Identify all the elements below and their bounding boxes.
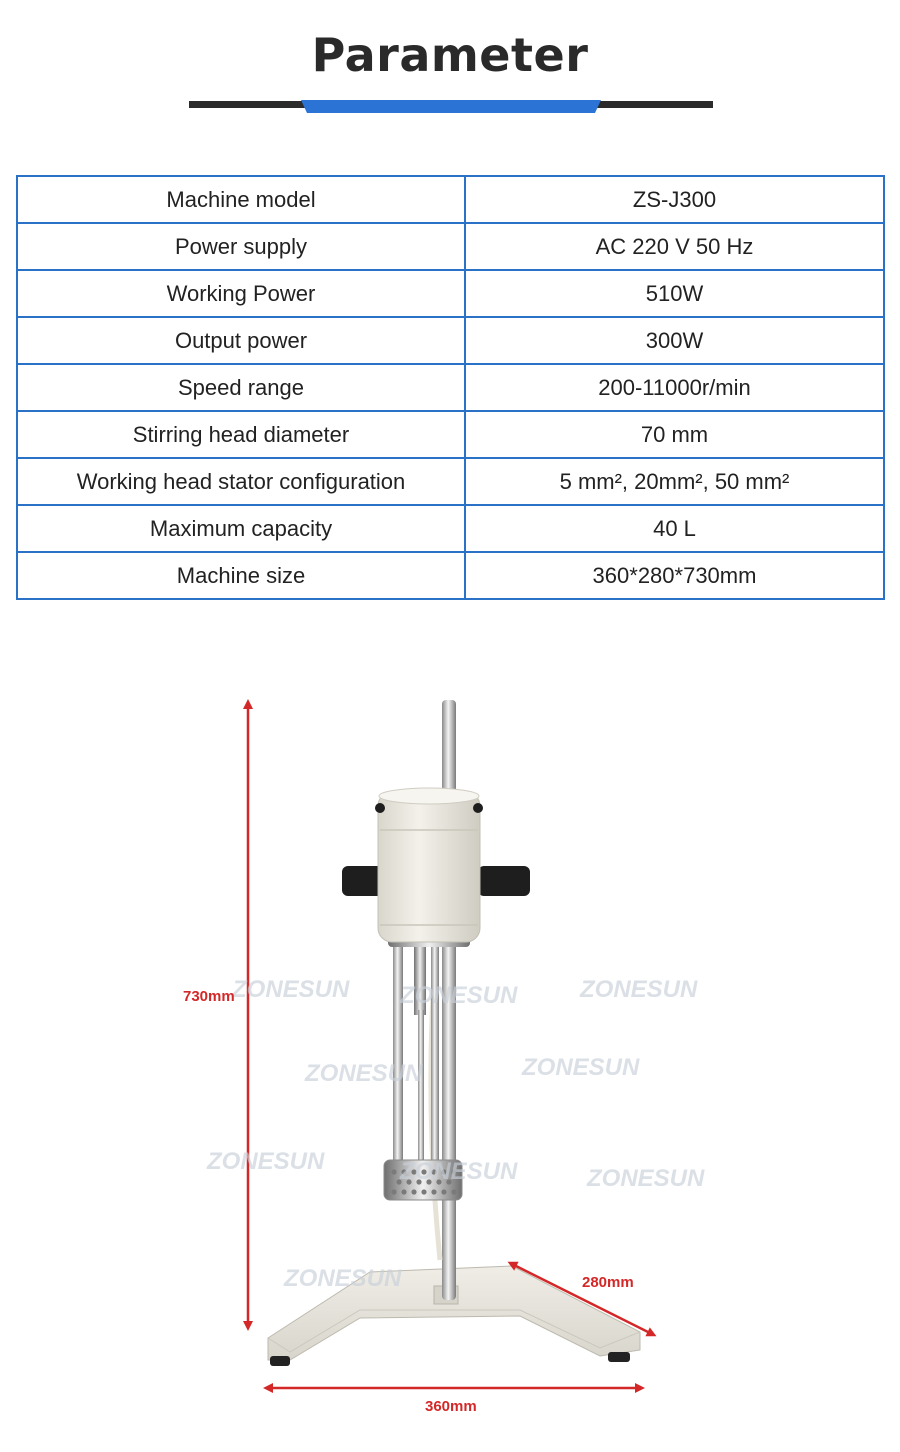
- right-handle: [478, 866, 530, 896]
- title-underline: [189, 100, 713, 114]
- watermark-text: ZONESUN: [284, 1265, 402, 1292]
- spec-label: Speed range: [17, 364, 465, 411]
- spec-label: Maximum capacity: [17, 505, 465, 552]
- table-row: [17, 364, 884, 411]
- motor-body: [375, 788, 483, 942]
- watermark-text: ZONESUN: [232, 976, 350, 1003]
- spec-label: Working head stator configuration: [17, 458, 465, 505]
- spec-value: ZS-J300: [465, 176, 884, 223]
- spec-value: AC 220 V 50 Hz: [465, 223, 884, 270]
- width-label: 360mm: [425, 1398, 477, 1415]
- watermark-text: ZONESUN: [522, 1054, 640, 1081]
- page-title: Parameter: [311, 28, 589, 82]
- table-row: [17, 176, 884, 223]
- spec-label: Machine model: [17, 176, 465, 223]
- table-row: [17, 223, 884, 270]
- height-label: 730mm: [183, 988, 235, 1005]
- watermark-text: ZONESUN: [207, 1148, 325, 1175]
- table-row: [17, 317, 884, 364]
- mixer-illustration: [0, 690, 900, 1430]
- spec-label: Output power: [17, 317, 465, 364]
- spec-label: Stirring head diameter: [17, 411, 465, 458]
- spec-value: 70 mm: [465, 411, 884, 458]
- table-row: [17, 270, 884, 317]
- watermark-text: ZONESUN: [587, 1165, 705, 1192]
- table-row: [17, 552, 884, 599]
- spec-table: [16, 175, 885, 600]
- spec-label: Power supply: [17, 223, 465, 270]
- machine-figure: [0, 690, 900, 1430]
- spec-label: Machine size: [17, 552, 465, 599]
- spec-value: 40 L: [465, 505, 884, 552]
- table-row: [17, 411, 884, 458]
- spec-value: 5 mm², 20mm², 50 mm²: [465, 458, 884, 505]
- spec-value: 200-11000r/min: [465, 364, 884, 411]
- spec-label: Working Power: [17, 270, 465, 317]
- watermark-text: ZONESUN: [305, 1060, 423, 1087]
- watermark-text: ZONESUN: [580, 976, 698, 1003]
- depth-label: 280mm: [582, 1274, 634, 1291]
- spec-value: 510W: [465, 270, 884, 317]
- table-row: [17, 458, 884, 505]
- spec-value: 300W: [465, 317, 884, 364]
- table-row: [17, 505, 884, 552]
- spec-value: 360*280*730mm: [465, 552, 884, 599]
- watermark-text: ZONESUN: [400, 1158, 518, 1185]
- watermark-text: ZONESUN: [400, 982, 518, 1009]
